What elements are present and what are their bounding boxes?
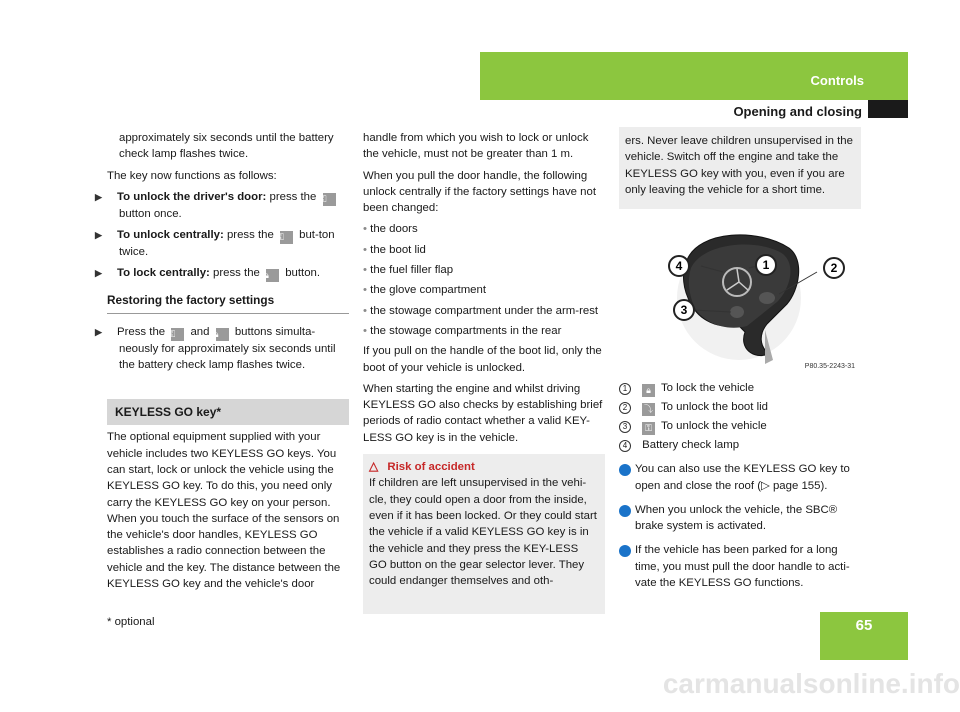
info-text: When you unlock the vehicle, the SBC® brake system is activated. [635,503,838,533]
watermark: carmanualsonline.info [662,668,960,699]
warning-box [363,454,605,614]
warning-continued-text: ers. Never leave children unsupervised in the vehicle. Switch off the engine and take the KEYLESS GO key with you, even if you are only leaving the vehicle for a short time. [625,135,853,196]
paragraph: When starting the engine and whilst driving KEYLESS GO also checks by establishing brief periods of radio contact whether a valid KEY-LESS GO key is in the vehicle. [363,382,603,444]
key-fob-illustration [619,220,861,372]
bullet-icon: • [363,324,371,337]
step-restore-factory [95,324,349,374]
legend-item-3 [619,418,861,435]
image-code: P80.35-2243-31 [804,363,855,370]
step-unlock-centrally [95,227,349,260]
legend-number: 1 [619,383,631,395]
step-text: buttons simulta-neously for approximately six seconds until the battery check lamp flashes twice. [119,325,336,372]
lock-icon: 🔒︎ [216,328,229,341]
arrow-icon: ▶ [95,230,102,241]
info-note [615,542,861,591]
paragraph: handle from which you wish to lock or unlock the vehicle, must not be greater than 1 m. [363,132,589,161]
list-item-text: the boot lid [370,243,426,256]
legend-item-1 [619,380,861,397]
lock-icon: 🔒︎ [642,384,655,397]
info-icon: i [619,505,631,517]
bullet-icon: • [363,223,371,236]
info-icon: i [619,545,631,557]
callout-label: 3 [680,303,688,317]
paragraph: If you pull on the handle of the boot lid, only the boot of your vehicle is unlocked. [363,345,602,374]
section-heading: Restoring the factory settings [107,293,275,308]
warning-text: If children are left unsupervised in the vehi-cle, they could open a door from the inside, even if it has been locked. Or they could start the vehicle if a valid KEYLESS GO key is in the vehicle and they press the KEY-LESS GO button on the gear selector lever. They could endanger themselves and oth- [369,477,597,588]
list-item [363,262,605,278]
callout-4 [669,256,689,276]
unlock-icon: ⚿ [323,193,336,206]
legend-number: 3 [619,421,631,433]
warning-triangle-icon: △ [369,459,379,474]
warning-title: Risk of accident [387,461,475,474]
info-note [615,502,861,535]
column-3 [615,380,861,591]
arrow-icon: ▶ [95,191,102,202]
step-label: To lock centrally: [117,267,210,280]
list-item [363,303,605,319]
callout-2 [824,258,844,278]
step-label: To unlock the driver's door: [117,190,267,203]
step-text: but-ton twice. [119,229,335,259]
column-1 [95,130,349,592]
list-item-text: the glove compartment [370,284,487,297]
unlock-icon: ⚿ [171,328,184,341]
divider [107,313,349,314]
callout-label: 2 [830,261,838,275]
key-fob-image [619,220,861,372]
list-item [363,242,605,258]
step-label: To unlock centrally: [117,229,224,242]
step-text: press the [213,267,260,280]
keyless-heading: KEYLESS GO key* [107,399,349,425]
section-label: Controls [810,73,864,88]
legend-text: To unlock the boot lid [660,401,768,413]
step-unlock-driver-door [95,189,349,222]
paragraph: The key now functions as follows: [107,169,277,182]
info-text: If the vehicle has been parked for a long time, you must pull the door handle to acti-vate the KEYLESS GO functions. [635,544,850,590]
step-text: button. [285,267,321,280]
legend-text: To unlock the vehicle [660,420,767,432]
legend-number: 2 [619,402,631,414]
info-text: You can also use the KEYLESS GO key to open and close the roof (▷ page 155). [635,463,850,492]
callout-label: 1 [762,258,770,272]
bullet-icon: • [363,304,371,317]
legend-number: 4 [619,440,631,452]
bullet-icon: • [363,284,371,297]
legend-item-2 [619,399,861,416]
header-black-tab [868,100,908,118]
step-text: press the [269,190,317,203]
arrow-icon: ▶ [95,268,102,279]
list-item [363,323,605,339]
info-icon: i [619,464,631,476]
page-title: Opening and closing [733,104,862,119]
list-item-text: the fuel filler flap [370,264,454,277]
page-number: 65 [855,617,873,634]
warning-title-row [369,458,599,475]
legend-item-4 [619,437,861,453]
legend-text: To lock the vehicle [660,382,755,394]
keyless-text: The optional equipment supplied with your vehicle includes two KEYLESS GO keys. You can start, lock or unlock the vehicle using the KEYLESS GO key. To do this, you need only carry the KEYLESS GO key on your person. When you touch the surface of the sensors on the vehicle's door handles, KEYLESS GO establishes a radio connection between the vehicle and the key. The distance between the KEYLESS GO key and the vehicle's door [107,431,341,591]
step-lock-centrally [95,265,349,282]
callout-1 [756,255,776,275]
boot-icon: ⤵ [643,404,653,414]
legend-text: Battery check lamp [642,439,740,451]
step-text: button once. [119,207,182,220]
step-text: press the [226,229,274,242]
footnote: * optional [107,616,155,628]
list-item [363,282,605,298]
bullet-icon: • [363,243,371,256]
unlock-icon: ⚿ [642,422,655,435]
list-item-text: the doors [370,223,418,236]
arrow-icon: ▶ [95,326,102,337]
lock-icon: 🔒︎ [266,269,279,282]
bullet-icon: • [363,264,371,277]
step-text: and [190,325,210,338]
callout-label: 4 [675,259,683,273]
step-text: Press the [117,325,166,338]
column-2 [363,130,605,614]
info-note [615,461,861,494]
list-item [363,221,605,237]
unlock-icon: ⚿ [280,231,293,244]
list-item-text: the stowage compartment under the arm-rest [370,304,599,317]
callout-3 [674,300,694,320]
paragraph: approximately six seconds until the battery check lamp flashes twice. [119,132,334,161]
paragraph: When you pull the door handle, the following unlock centrally if the factory settings have not been changed: [363,169,596,215]
list-item-text: the stowage compartments in the rear [370,324,562,337]
